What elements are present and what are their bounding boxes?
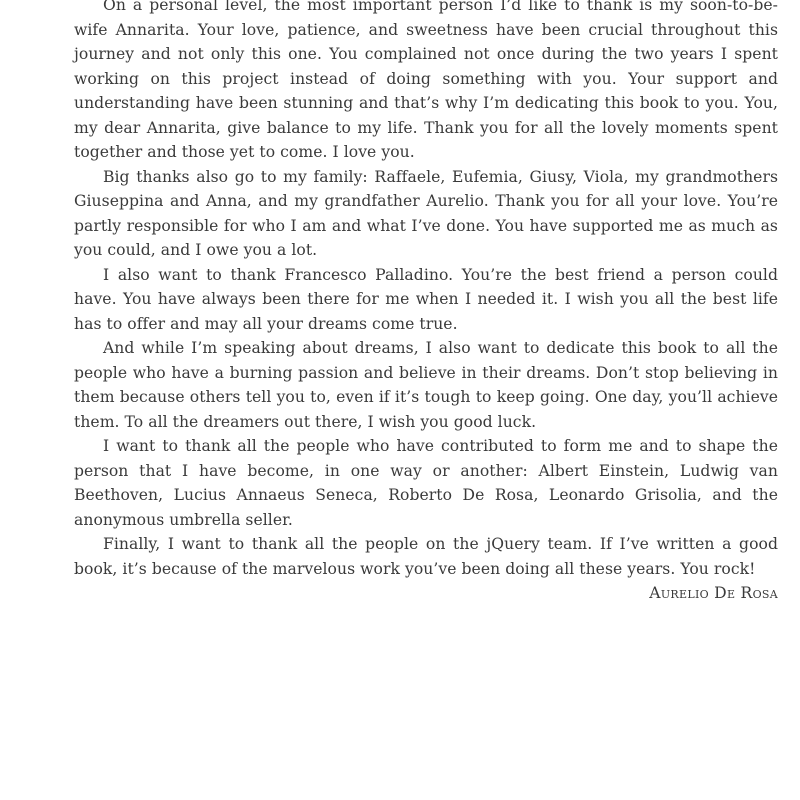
author-signature: Aurelio De Rosa bbox=[649, 584, 778, 602]
acknowledgments-page bbox=[74, 0, 778, 606]
paragraph-influences: I want to thank all the people who have contributed to form me and to shape the person that I have become, in one way or another: Albert Einstein, Ludwig van Beethoven, Lucius Annaeus Seneca, Roberto De Rosa, Leonardo Grisolia, and the anonymous umbrella seller. bbox=[74, 437, 778, 529]
paragraph-annarita: On a personal level, the most important person I’d like to thank is my soon-to-be-wife Annarita. Your love, patience, and sweetness have been crucial throughout this journey and not only this one. You complained not once during the two years I spent working on this project instead of doing something with you. Your support and understanding have been stunning and that’s why I’m dedicating this book to you. You, my dear Annarita, give balance to my life. Thank you for all the lovely moments spent together and those yet to come. I love you. bbox=[74, 0, 778, 161]
paragraph-jquery-team: Finally, I want to thank all the people on the jQuery team. If I’ve written a good book, it’s because of the marvelous work you’ve been doing all these years. You rock! bbox=[74, 535, 778, 578]
paragraph-family: Big thanks also go to my family: Raffaele, Eufemia, Giusy, Viola, my grandmothers Giuseppina and Anna, and my grandfather Aurelio. Thank you for all your love. You’re partly responsible for who I am and what I’ve done. You have supported me as much as you could, and I owe you a lot. bbox=[74, 167, 778, 259]
paragraph-friend: I also want to thank Francesco Palladino. You’re the best friend a person could have. You have always been there for me when I needed it. I wish you all the best life has to offer and may all your dreams come true. bbox=[74, 265, 778, 333]
paragraph-dreamers: And while I’m speaking about dreams, I also want to dedicate this book to all the people who have a burning passion and believe in their dreams. Don’t stop believing in them because others tell you to, even if it’s tough to keep going. One day, you’ll achieve them. To all the dreamers out there, I wish you good luck. bbox=[74, 339, 778, 431]
